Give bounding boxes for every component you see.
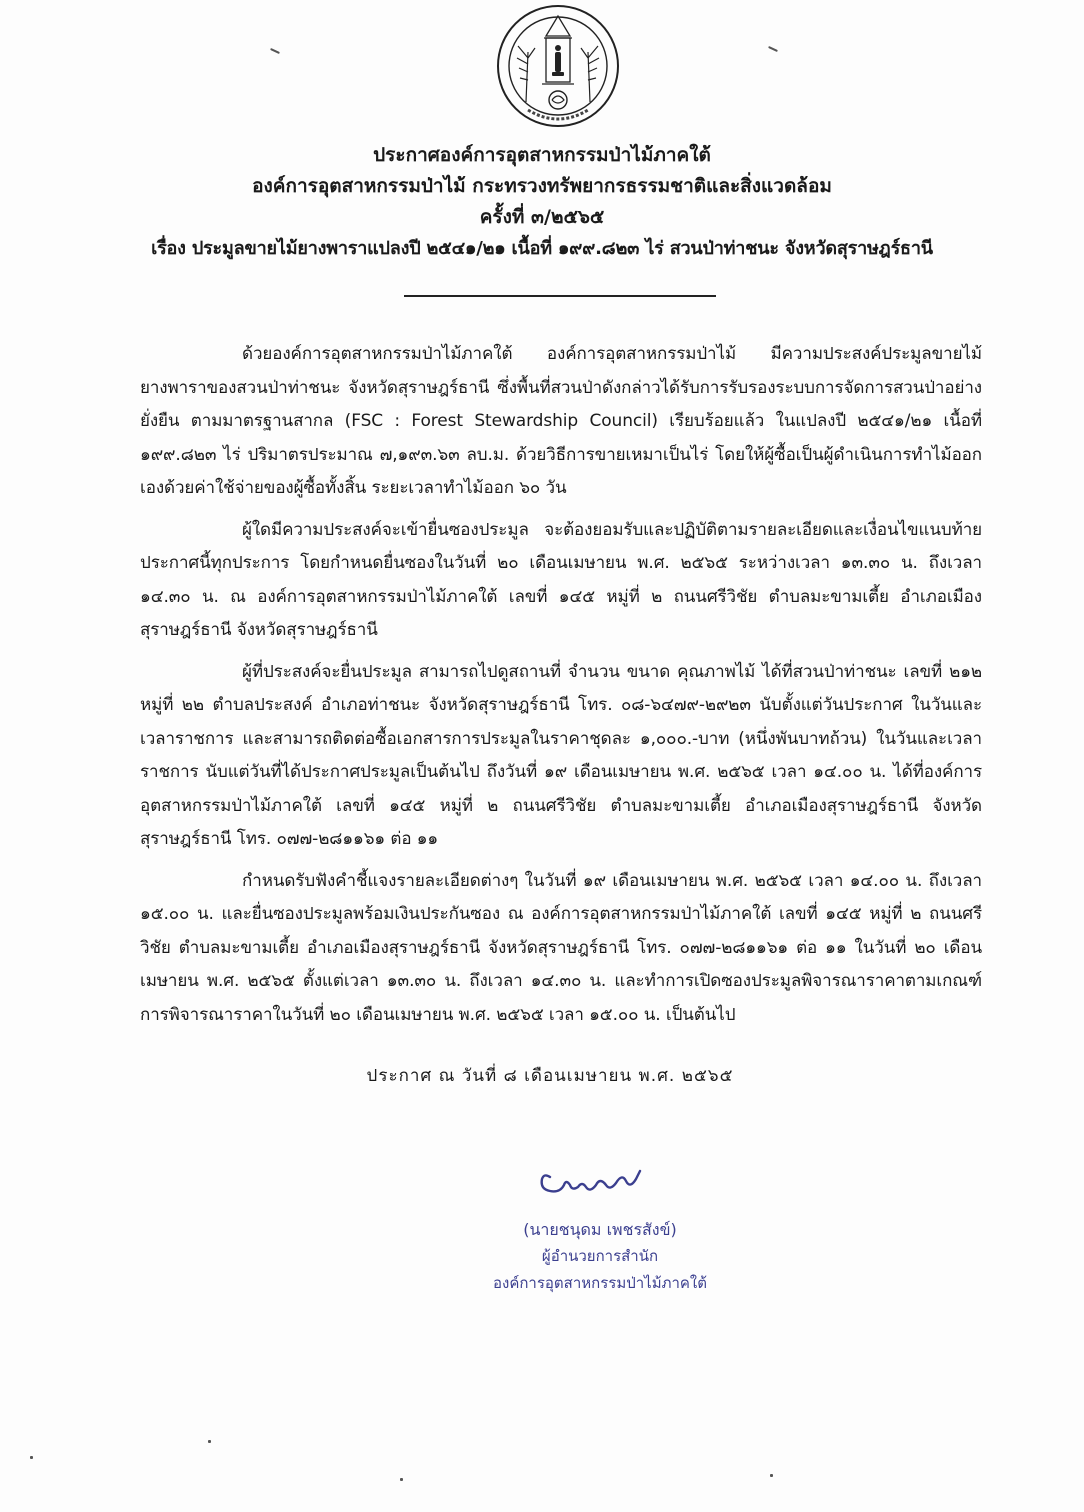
forest-industry-organization-seal-icon — [488, 2, 628, 130]
paragraph-site-visit: ผู้ที่ประสงค์จะยื่นประมูล สามารถไปดูสถานที่ จำนวน ขนาด คุณภาพไม้ ได้ที่สวนป่าท่าชนะ เลขที่ ๒๑๒ หมู่ที่ ๒๒ ตำบลประสงค์ อำเภอท่าชนะ จังหวัดสุราษฎร์ธานี โทร. ๐๘-๖๔๗๙-๒๙๒๓ นับตั้งแต่วันประกาศ ในวันและเวลาราชการ และสามารถติดต่อซื้อเอกสารการประมูลในราคาชุดละ ๑,๐๐๐.-บาท (หนึ่งพันบาทถ้วน) ในวันและเวลาราชการ นับแต่วันที่ได้ประกาศประมูลเป็นต้นไป ถึงวันที่ ๑๙ เดือนเมษายน พ.ศ. ๒๕๖๕ เวลา ๑๔.๐๐ น. ได้ที่องค์การอุตสาหกรรมป่าไม้ภาคใต้ เลขที่ ๑๔๕ หมู่ที่ ๒ ถนนศรีวิชัย ตำบลมะขามเตี้ย อำเภอเมืองสุราษฎร์ธานี จังหวัดสุราษฎร์ธานี โทร. ๐๗๗-๒๘๑๑๖๑ ต่อ ๑๑ — [140, 661, 982, 849]
paragraph-schedule: กำหนดรับฟังคำชี้แจงรายละเอียดต่างๆ ในวันที่ ๑๙ เดือนเมษายน พ.ศ. ๒๕๖๕ เวลา ๑๔.๐๐ น. ถึงเวลา ๑๕.๐๐ น. และยื่นซองประมูลพร้อมเงินประกันซอง ณ องค์การอุตสาหกรรมป่าไม้ภาคใต้ เลขที่ ๑๔๕ หมู่ที่ ๒ ถนนศรีวิชัย ตำบลมะขามเตี้ย อำเภอเมืองสุราษฎร์ธานี จังหวัดสุราษฎร์ธานี โทร. ๐๗๗-๒๘๑๑๖๑ ต่อ ๑๑ ในวันที่ ๒๐ เดือนเมษายน พ.ศ. ๒๕๖๕ ตั้งแต่เวลา ๑๓.๓๐ น. ถึงเวลา ๑๔.๓๐ น. และทำการเปิดซองประมูลพิจารณาราคาตามเกณฑ์การพิจารณาราคาในวันที่ ๒๐ เดือนเมษายน พ.ศ. ๒๕๖๕ เวลา ๑๕.๐๐ น. เป็นต้นไป — [140, 870, 982, 1025]
announcement-subject: เรื่อง ประมูลขายไม้ยางพาราแปลงปี ๒๕๔๑/๒๑ เนื้อที่ ๑๙๙.๘๒๓ ไร่ สวนป่าท่าชนะ จังหวัดสุราษฎร์ธานี — [151, 238, 933, 259]
signatory-name: (นายชนุดม เพชรสังข์) — [523, 1220, 677, 1239]
signatory-organization: องค์การอุตสาหกรรมป่าไม้ภาคใต้ — [492, 1274, 707, 1292]
signatory-block — [420, 1216, 780, 1297]
organization-line: องค์การอุตสาหกรรมป่าไม้ กระทรวงทรัพยากรธรรมชาติและสิ่งแวดล้อม — [252, 175, 832, 197]
paragraph-sale-purpose: ด้วยองค์การอุตสาหกรรมป่าไม้ภาคใต้ องค์การอุตสาหกรรมป่าไม้ มีความประสงค์ประมูลขายไม้ยางพาราของสวนป่าท่าชนะ จังหวัดสุราษฎร์ธานี ซึ่งพื้นที่สวนป่าดังกล่าวได้รับการรับรองระบบการจัดการสวนป่าอย่างยั่งยืน ตามมาตรฐานสากล (FSC : Forest Stewardship Council) เรียบร้อยแล้ว ในแปลงปี ๒๕๔๑/๒๑ เนื้อที่ ๑๙๙.๘๒๓ ไร่ ปริมาตรประมาณ ๗,๑๙๓.๖๓ ลบ.ม. ด้วยวิธีการขายเหมาเป็นไร่ โดยให้ผู้ซื้อเป็นผู้ดำเนินการทำไม้ออกเองด้วยค่าใช้จ่ายของผู้ซื้อทั้งสิ้น ระยะเวลาทำไม้ออก ๖๐ วัน — [140, 344, 982, 498]
scan-mark — [400, 1478, 403, 1481]
scan-mark — [770, 1474, 773, 1477]
handwritten-signature — [536, 1163, 666, 1203]
announcement-body — [140, 338, 982, 1040]
scan-mark — [208, 1440, 211, 1443]
issue-number: ครั้งที่ ๓/๒๕๖๕ — [479, 206, 605, 228]
announcement-title: ประกาศองค์การอุตสาหกรรมป่าไม้ภาคใต้ — [373, 144, 711, 166]
title-divider — [404, 295, 716, 297]
paragraph-bid-submission: ผู้ใดมีความประสงค์จะเข้ายื่นซองประมูล จะต้องยอมรับและปฏิบัติตามรายละเอียดและเงื่อนไขแนบท้ายประกาศนี้ทุกประการ โดยกำหนดยื่นซองในวันที่ ๒๐ เดือนเมษายน พ.ศ. ๒๕๖๕ ระหว่างเวลา ๑๓.๓๐ น. ถึงเวลา ๑๔.๓๐ น. ณ องค์การอุตสาหกรรมป่าไม้ภาคใต้ เลขที่ ๑๔๕ หมู่ที่ ๒ ถนนศรีวิชัย ตำบลมะขามเตี้ย อำเภอเมืองสุราษฎร์ธานี จังหวัดสุราษฎร์ธานี — [140, 519, 982, 640]
scan-mark — [30, 1456, 33, 1459]
scan-mark — [270, 48, 280, 54]
announcement-date: ประกาศ ณ วันที่ ๘ เดือนเมษายน พ.ศ. ๒๕๖๕ — [366, 1066, 734, 1086]
announcement-header — [100, 140, 984, 264]
signatory-position: ผู้อำนวยการสำนัก — [541, 1247, 659, 1265]
scan-mark — [768, 46, 778, 52]
